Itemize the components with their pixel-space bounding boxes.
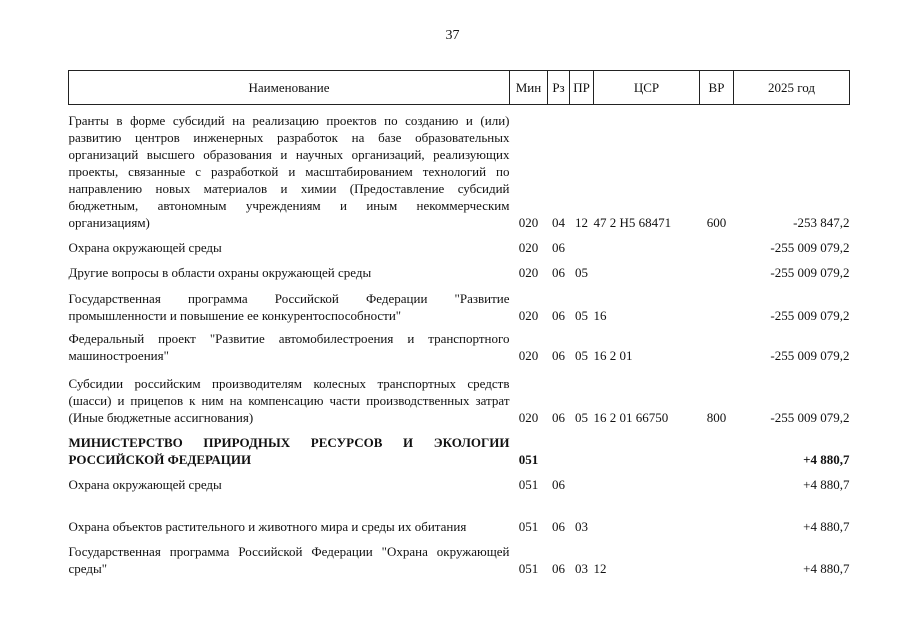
row-min: 051 <box>518 476 539 492</box>
row-pr <box>570 236 594 261</box>
row-csr <box>594 431 700 473</box>
row-csr: 47 2 Н5 68471 <box>593 214 672 230</box>
row-csr <box>594 498 700 540</box>
row-vr <box>700 540 734 582</box>
row-amount: +4 880,7 <box>803 560 850 576</box>
row-name: Федеральный проект "Развитие автомобилестроения и транспортного машиностроения" <box>68 330 510 363</box>
header-amount: 2025 год <box>734 71 850 105</box>
row-name: Охрана окружающей среды <box>68 239 222 255</box>
row-amount: -255 009 079,2 <box>770 307 850 323</box>
row-name: Охрана окружающей среды <box>68 476 222 492</box>
table-row <box>69 498 850 540</box>
row-amount: +4 880,7 <box>803 451 850 467</box>
row-min: 020 <box>518 409 539 425</box>
row-name: Государственная программа Российской Федерации "Охрана окружающей среды" <box>68 543 510 576</box>
row-min: 020 <box>518 307 539 323</box>
row-csr: 12 <box>593 560 607 576</box>
budget-table <box>68 70 850 582</box>
row-amount: -255 009 079,2 <box>770 264 850 280</box>
row-rz: 04 <box>552 214 565 230</box>
row-min: 051 <box>518 451 539 467</box>
row-min: 020 <box>518 347 539 363</box>
row-vr <box>700 261 734 286</box>
row-vr <box>700 431 734 473</box>
row-pr: 03 <box>575 518 588 534</box>
row-rz <box>548 431 570 473</box>
row-pr: 05 <box>575 264 588 280</box>
header-name: Наименование <box>69 71 510 105</box>
table-row <box>69 236 850 261</box>
header-csr: ЦСР <box>594 71 700 105</box>
row-pr <box>570 431 594 473</box>
row-amount: +4 880,7 <box>803 476 850 492</box>
header-pr: ПР <box>570 71 594 105</box>
row-rz: 06 <box>552 409 565 425</box>
row-rz: 06 <box>552 347 565 363</box>
row-pr: 05 <box>575 409 588 425</box>
row-csr <box>594 236 700 261</box>
row-rz: 06 <box>552 518 565 534</box>
row-csr: 16 2 01 <box>593 347 633 363</box>
table-row <box>69 369 850 431</box>
header-min: Мин <box>510 71 548 105</box>
row-amount: -255 009 079,2 <box>770 239 850 255</box>
row-name: Гранты в форме субсидий на реализацию проектов по созданию и (или) развитию центров инженерных разработок на базе образовательных организаций высшего образования и научных организаций, реализующих проекты, связанные с разработкой и масштабированием технологий по направлению новых материалов и химии (Предоставление субсидий бюджетным, автономным учреждениям и иным некоммерческим организациям) <box>68 112 510 230</box>
row-rz: 06 <box>552 560 565 576</box>
row-vr <box>700 236 734 261</box>
table-row <box>69 329 850 369</box>
table-header-row <box>69 71 850 105</box>
row-min: 020 <box>518 264 539 280</box>
row-amount: -255 009 079,2 <box>770 347 850 363</box>
row-name: МИНИСТЕРСТВО ПРИРОДНЫХ РЕСУРСОВ И ЭКОЛОГИИ РОССИЙСКОЙ ФЕДЕРАЦИИ <box>68 434 510 467</box>
row-min: 051 <box>518 560 539 576</box>
table-row <box>69 431 850 473</box>
row-rz: 06 <box>552 264 565 280</box>
row-min: 051 <box>518 518 539 534</box>
row-pr: 12 <box>575 214 588 230</box>
row-vr <box>700 473 734 498</box>
row-amount: -255 009 079,2 <box>770 409 850 425</box>
row-rz: 06 <box>552 239 565 255</box>
row-pr: 03 <box>575 560 588 576</box>
row-pr: 05 <box>575 307 588 323</box>
table-row <box>69 261 850 286</box>
row-min: 020 <box>518 239 539 255</box>
row-pr <box>570 473 594 498</box>
row-name: Субсидии российским производителям колесных транспортных средств (шасси) и прицепов к ним на компенсацию части производственных затрат (Иные бюджетные ассигнования) <box>68 375 510 425</box>
row-rz: 06 <box>552 476 565 492</box>
row-name: Другие вопросы в области охраны окружающей среды <box>68 264 372 280</box>
row-pr: 05 <box>575 347 588 363</box>
row-name: Охрана объектов растительного и животного мира и среды их обитания <box>68 518 467 534</box>
table-row <box>69 286 850 329</box>
table-row <box>69 473 850 498</box>
row-vr: 600 <box>706 214 727 230</box>
row-min: 020 <box>518 214 539 230</box>
row-vr <box>700 329 734 369</box>
row-vr <box>700 286 734 329</box>
row-csr <box>594 473 700 498</box>
row-csr: 16 <box>593 307 607 323</box>
table-row <box>69 105 850 236</box>
row-amount: +4 880,7 <box>803 518 850 534</box>
row-name: Государственная программа Российской Федерации "Развитие промышленности и повышение ее конкурентоспособности" <box>68 290 510 323</box>
row-vr: 800 <box>706 409 727 425</box>
row-amount: -253 847,2 <box>793 214 850 230</box>
header-vr: ВР <box>700 71 734 105</box>
row-csr <box>594 261 700 286</box>
page-number: 37 <box>445 28 460 43</box>
row-vr <box>700 498 734 540</box>
header-rz: Рз <box>548 71 570 105</box>
row-csr: 16 2 01 66750 <box>593 409 669 425</box>
row-rz: 06 <box>552 307 565 323</box>
table-row <box>69 540 850 582</box>
